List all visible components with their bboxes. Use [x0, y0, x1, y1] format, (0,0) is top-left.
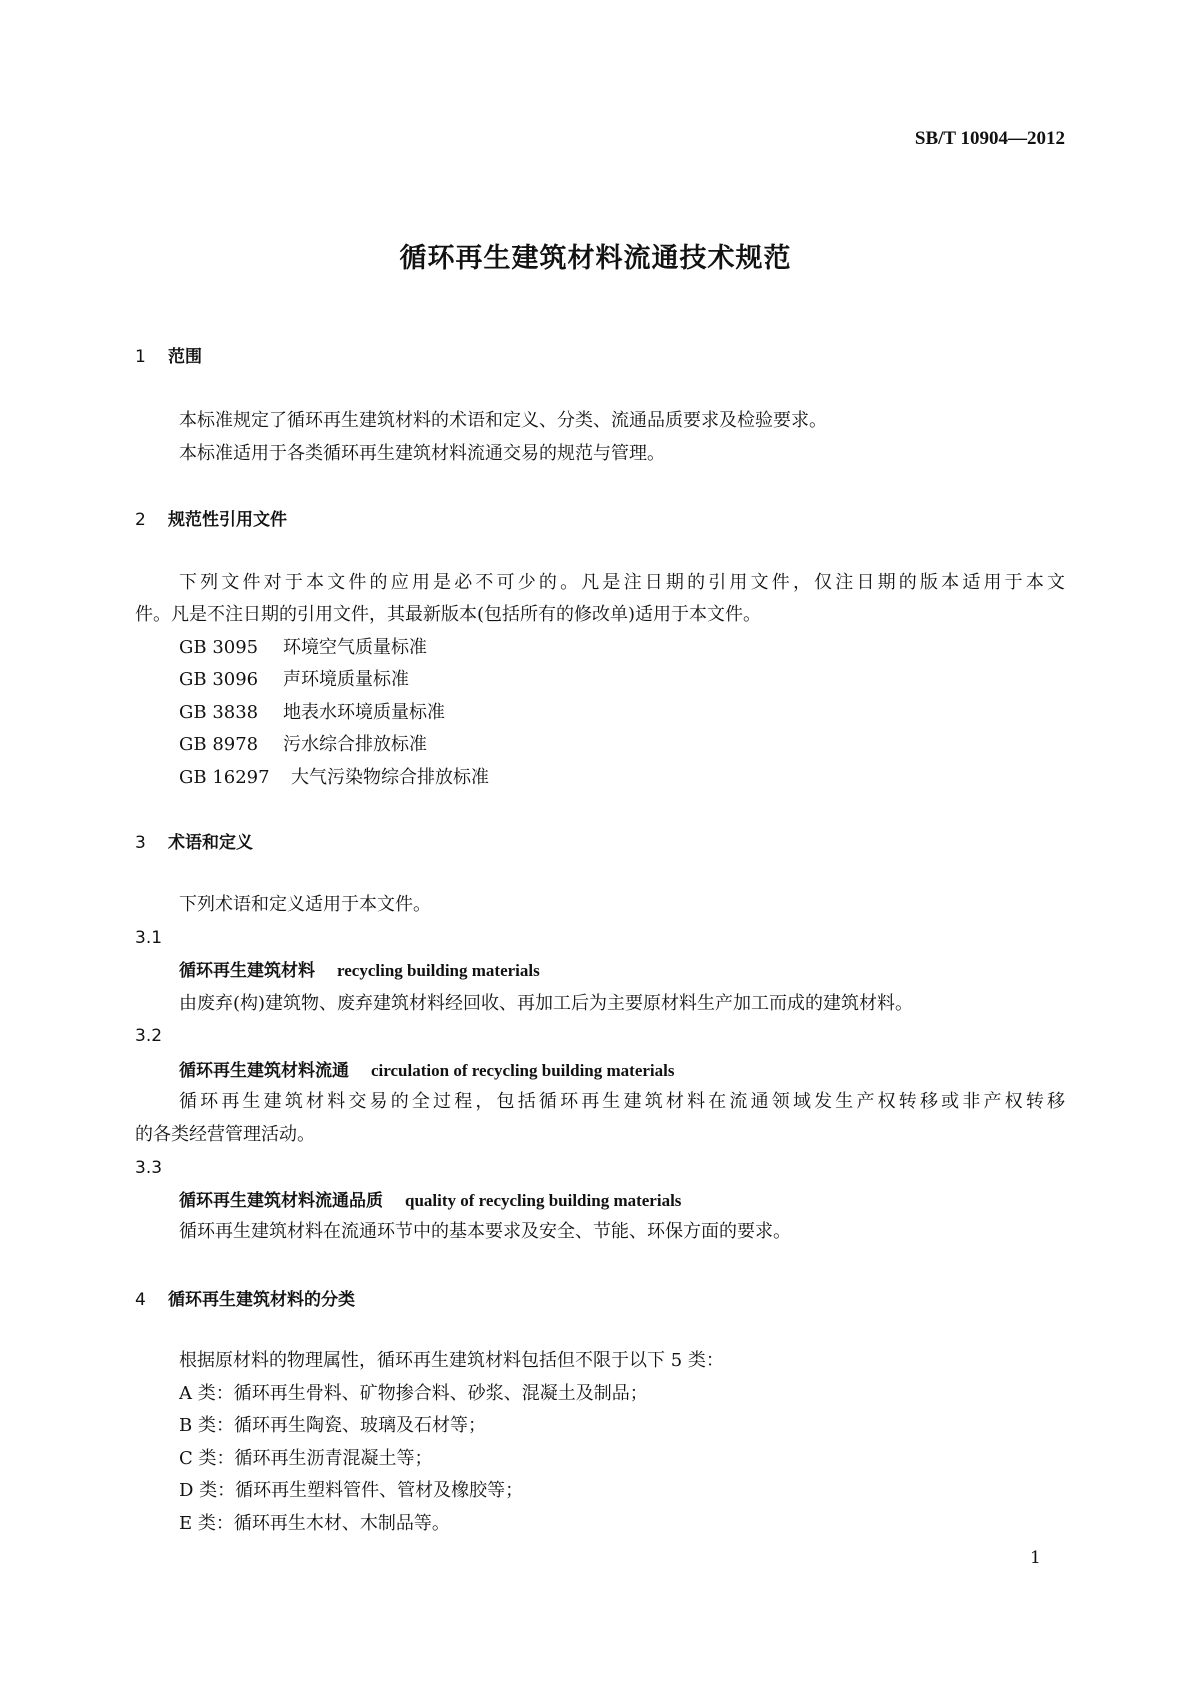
term-number: 3.2 — [135, 1026, 163, 1046]
reference-name: 污水综合排放标准 — [283, 734, 427, 755]
section-number: 2 — [135, 510, 146, 530]
reference-item — [179, 669, 409, 691]
category-item: B 类：循环再生陶瓷、玻璃及石材等； — [179, 1415, 486, 1436]
term-en: quality of recycling building materials — [405, 1191, 682, 1210]
term-definition: 循环再生建筑材料在流通环节中的基本要求及安全、节能、环保方面的要求。 — [179, 1221, 791, 1242]
reference-name: 环境空气质量标准 — [283, 637, 427, 658]
paragraph-line: 下列文件对于本文件的应用是必不可少的。凡是注日期的引用文件，仅注日期的版本适用于本文 — [179, 572, 1065, 593]
term-number: 3.3 — [135, 1158, 163, 1178]
page-number: 1 — [1030, 1548, 1041, 1568]
section-1-heading — [135, 346, 202, 368]
term-heading — [179, 960, 540, 982]
term-definition: 由废弃(构)建筑物、废弃建筑材料经回收、再加工后为主要原材料生产加工而成的建筑材料。 — [179, 993, 914, 1014]
section-number: 3 — [135, 833, 146, 853]
section-number: 4 — [135, 1290, 146, 1310]
reference-name: 大气污染物综合排放标准 — [291, 767, 489, 788]
term-en: recycling building materials — [337, 961, 540, 980]
term-number: 3.1 — [135, 928, 163, 948]
reference-item — [179, 702, 445, 724]
category-item: C 类：循环再生沥青混凝土等； — [179, 1448, 433, 1469]
section-number: 1 — [135, 347, 146, 367]
section-title: 循环再生建筑材料的分类 — [168, 1290, 355, 1310]
reference-code: GB 3096 — [179, 669, 259, 690]
document-title: 循环再生建筑材料流通技术规范 — [399, 243, 792, 274]
reference-code: GB 3095 — [179, 637, 259, 658]
category-item: E 类：循环再生木材、木制品等。 — [179, 1513, 450, 1534]
paragraph-line: 件。凡是不注日期的引用文件，其最新版本(包括所有的修改单)适用于本文件。 — [135, 604, 762, 625]
paragraph: 下列术语和定义适用于本文件。 — [179, 894, 431, 915]
term-zh: 循环再生建筑材料流通 — [179, 1061, 349, 1081]
category-item: D 类：循环再生塑料管件、管材及橡胶等； — [179, 1480, 524, 1501]
term-en: circulation of recycling building materials — [371, 1061, 675, 1080]
term-heading — [179, 1060, 674, 1082]
term-heading — [179, 1190, 681, 1212]
paragraph: 本标准规定了循环再生建筑材料的术语和定义、分类、流通品质要求及检验要求。 — [179, 410, 827, 431]
reference-item — [179, 767, 489, 789]
term-zh: 循环再生建筑材料流通品质 — [179, 1191, 383, 1211]
term-definition: 循环再生建筑材料交易的全过程，包括循环再生建筑材料在流通领域发生产权转移或非产权转移 — [179, 1091, 1065, 1112]
reference-item — [179, 637, 427, 659]
reference-code: GB 8978 — [179, 734, 259, 755]
reference-code: GB 3838 — [179, 702, 259, 723]
term-zh: 循环再生建筑材料 — [179, 961, 315, 981]
reference-name: 声环境质量标准 — [283, 669, 409, 690]
section-2-heading — [135, 509, 287, 531]
standard-number: SB/T 10904—2012 — [914, 128, 1065, 149]
category-item: A 类：循环再生骨料、矿物掺合料、砂浆、混凝土及制品； — [179, 1383, 648, 1404]
reference-name: 地表水环境质量标准 — [283, 702, 445, 723]
section-title: 术语和定义 — [168, 833, 253, 853]
section-title: 范围 — [168, 347, 202, 367]
section-title: 规范性引用文件 — [168, 510, 287, 530]
paragraph: 本标准适用于各类循环再生建筑材料流通交易的规范与管理。 — [179, 443, 665, 464]
section-3-heading — [135, 832, 253, 854]
section-4-heading — [135, 1289, 355, 1311]
paragraph: 根据原材料的物理属性，循环再生建筑材料包括但不限于以下 5 类： — [179, 1350, 724, 1371]
reference-item — [179, 734, 427, 756]
reference-code: GB 16297 — [179, 767, 270, 788]
term-definition: 的各类经营管理活动。 — [135, 1124, 315, 1145]
